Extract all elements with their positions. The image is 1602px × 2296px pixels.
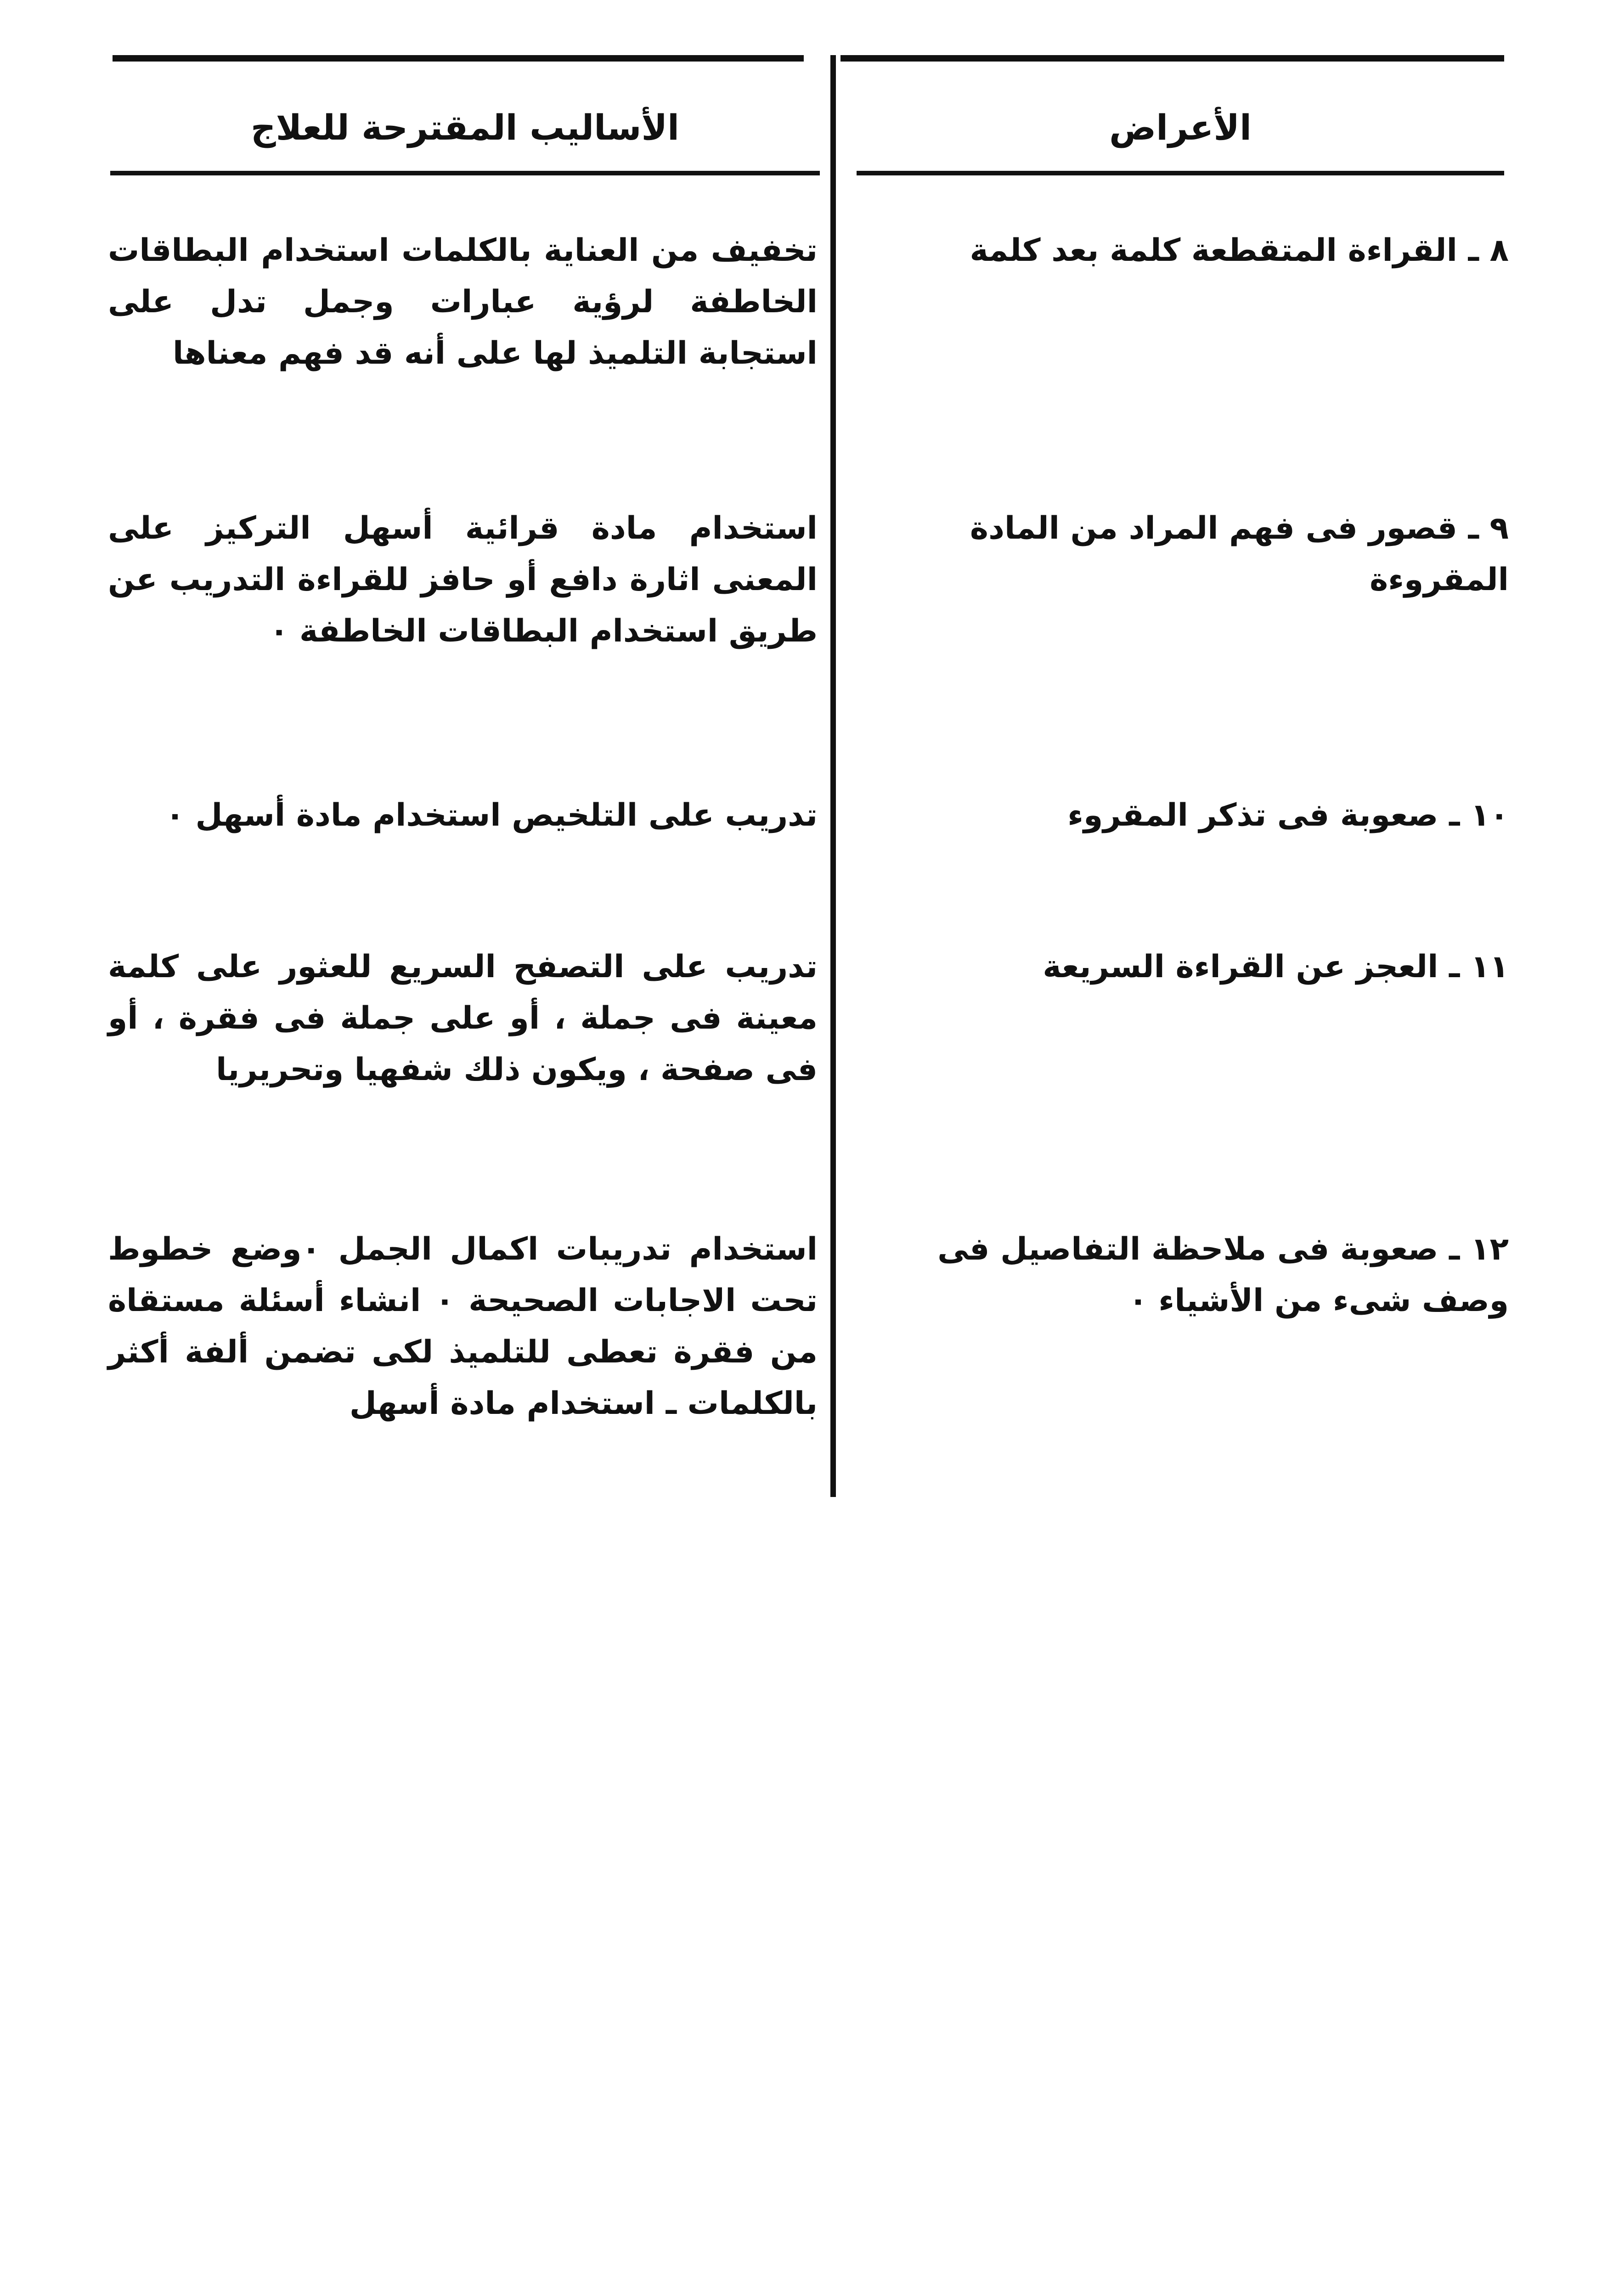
symptom-item: ١٢ ـ صعوبة فى ملاحظة التفاصيل فى وصف شىء من الأشياء ٠ xyxy=(937,1231,1509,1319)
symptom-item: ١٠ ـ صعوبة فى تذكر المقروء xyxy=(1067,797,1509,833)
header-underline xyxy=(857,171,1504,175)
column-divider xyxy=(830,55,836,1497)
symptom-item: ٨ ـ القراءة المتقطعة كلمة بعد كلمة xyxy=(970,232,1509,269)
treatment-item: استخدام مادة قرائية أسهل التركيز على المعنى اثارة دافع أو حافز للقراءة التدريب عن طريق استخدام البطاقات الخاطفة ٠ xyxy=(108,510,818,649)
header-treatments: الأساليب المقترحة للعلاج xyxy=(250,107,680,148)
treatment-item: تدريب على التصفح السريع للعثور على كلمة معينة فى جملة ، أو على جملة فى فقرة ، أو فى صفحة ، ويكون ذلك شفهيا وتحريريا xyxy=(108,949,818,1088)
treatment-item: تخفيف من العناية بالكلمات استخدام البطاقات الخاطفة لرؤية عبارات وجمل تدل على استجابة التلميذ لها على أنه قد فهم معناها xyxy=(108,232,818,371)
top-rule xyxy=(840,55,1504,62)
treatment-item: استخدام تدريبات اكمال الجمل ٠وضع خطوط تحت الاجابات الصحيحة ٠ انشاء أسئلة مستقاة من فقرة تعطى للتلميذ لكى تضمن ألفة أكثر بالكلمات ـ استخدام مادة أسهل xyxy=(108,1231,818,1422)
symptom-item: ١١ ـ العجز عن القراءة السريعة xyxy=(1043,949,1509,985)
top-rule xyxy=(113,55,804,62)
treatment-item: تدريب على التلخيص استخدام مادة أسهل ٠ xyxy=(165,797,818,833)
header-underline xyxy=(110,171,820,175)
header-symptoms: الأعراض xyxy=(1109,107,1252,148)
symptom-item: ٩ ـ قصور فى فهم المراد من المادة المقروءة xyxy=(970,510,1509,598)
